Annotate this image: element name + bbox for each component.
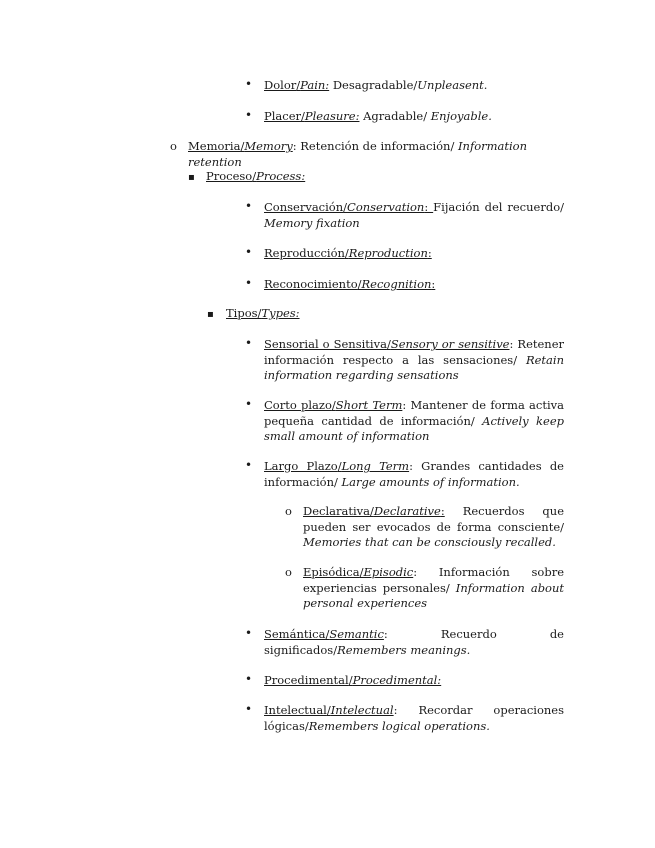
bullet-circle — [170, 139, 177, 153]
bullet-disc — [245, 672, 252, 686]
list-item-memoria: Memoria/Memory: Retención de información/ Information retention — [188, 139, 528, 169]
desc-en: Memory fixation — [264, 215, 360, 230]
term-en: Declarative — [373, 504, 441, 518]
term-en: Pleasure: — [304, 109, 360, 123]
list-item-largo-plazo: Largo Plazo/Long Term: Grandes cantidades de información/ Large amounts of information. — [264, 459, 564, 489]
list-item-semantica: Semántica/Semantic: Recuerdo de significados/Remembers meanings. — [264, 627, 564, 657]
list-item-intelectual: Intelectual/Intelectual: Recordar operaciones lógicas/Remembers logical operations. — [264, 703, 565, 733]
bullet-circle — [285, 565, 292, 579]
bullet-disc — [245, 108, 252, 122]
term-en: Memory — [244, 139, 293, 153]
desc-es: Recuerdos que pueden ser evocados de forma consciente — [303, 504, 565, 534]
desc-es: Retener información respecto a las sensaciones — [264, 337, 565, 367]
bullet-disc — [245, 77, 252, 91]
list-item-reproduccion: Reproducción/Reproduction: — [264, 246, 432, 260]
desc-en: Actively keep small amount of information — [264, 413, 565, 443]
desc-es: Fijación del recuerdo — [433, 200, 561, 214]
list-item-placer: Placer/Pleasure: Agradable/ Enjoyable. — [264, 109, 492, 123]
bullet-disc — [245, 245, 252, 259]
term-en: Intelectual — [330, 703, 394, 717]
desc-en: Unpleasent. — [417, 78, 488, 92]
term-es: Conservación — [264, 200, 344, 214]
desc-es: Recordar operaciones lógicas — [264, 703, 565, 733]
desc-es: Información sobre experiencias personales — [303, 565, 564, 595]
term-es: Procedimental — [264, 673, 349, 687]
list-item-corto-plazo: Corto plazo/Short Term: Mantener de forma activa pequeña cantidad de información/ Actively keep small amount of information — [264, 398, 565, 443]
term-es: Reproducción — [264, 246, 345, 260]
desc-en: Retain information regarding sensations — [264, 352, 564, 382]
list-item-dolor: Dolor/Pain: Desagradable/Unpleasent. — [264, 78, 488, 92]
bullet-disc — [245, 626, 252, 640]
term-es: Episódica — [303, 565, 360, 579]
term-es: Reconocimiento — [264, 277, 358, 291]
term-es: Dolor — [264, 78, 297, 92]
bullet-disc — [245, 458, 252, 472]
term-en: Semantic — [329, 627, 384, 641]
term-en: Pain: — [300, 78, 330, 92]
term-en: Conservation — [347, 200, 425, 214]
term-en: Episodic — [363, 565, 414, 579]
bullet-disc — [245, 336, 252, 350]
desc-en: Information retention — [188, 139, 528, 169]
term-en: Types: — [261, 306, 300, 320]
term-en: Long Term — [341, 459, 410, 473]
desc-es: Desagradable — [332, 78, 414, 92]
bullet-disc — [245, 199, 252, 213]
desc-es: Retención de información — [300, 139, 451, 153]
term-es: Intelectual — [264, 703, 327, 717]
term-es: Placer — [264, 109, 302, 123]
term-es: Proceso — [206, 169, 253, 183]
list-item-conservacion: Conservación/Conservation: Fijación del recuerdo/ Memory fixation — [264, 200, 564, 230]
bullet-square — [188, 169, 195, 183]
term-es: Largo Plazo — [264, 459, 338, 473]
term-es: Declarativa — [303, 504, 371, 518]
list-item-proceso: Proceso/Process: — [206, 169, 306, 183]
list-item-tipos: Tipos/Types: — [226, 306, 300, 320]
bullet-circle — [285, 504, 292, 518]
desc-en: Enjoyable. — [430, 109, 492, 123]
desc-en: Memories that can be consciously recalled. — [303, 535, 556, 549]
list-item-episodica: Episódica/Episodic: Información sobre experiencias personales/ Information about personal experiences — [303, 565, 565, 610]
bullet-square — [207, 306, 214, 320]
bullet-disc — [245, 702, 252, 716]
desc-es: Mantener de forma activa pequeña cantidad de información — [264, 398, 565, 428]
term-en: Recognition — [361, 277, 432, 291]
desc-es: Agradable — [363, 109, 424, 123]
desc-es: Recuerdo de significados — [264, 627, 564, 657]
desc-en: Remembers logical operations. — [308, 718, 490, 733]
list-item-declarativa: Declarativa/Declarative: Recuerdos que pueden ser evocados de forma consciente/ Memories that can be consciously recalled. — [303, 504, 565, 549]
bullet-disc — [245, 397, 252, 411]
term-en: Sensory or sensitive — [390, 337, 510, 351]
term-es: Semántica — [264, 627, 326, 641]
bullet-disc — [245, 276, 252, 290]
list-item-reconocimiento: Reconocimiento/Recognition: — [264, 277, 436, 291]
list-item-sensorial: Sensorial o Sensitiva/Sensory or sensitive: Retener información respecto a las sensaciones/ Retain information regarding sensations — [264, 337, 565, 382]
term-en: Reproduction — [348, 246, 428, 260]
term-en: Short Term — [335, 398, 403, 412]
desc-en: Remembers meanings. — [337, 642, 471, 657]
term-es: Memoria — [188, 139, 241, 153]
desc-en: Information about personal experiences — [303, 580, 565, 610]
term-en: Process: — [256, 169, 306, 183]
desc-en: Large amounts of information. — [341, 474, 520, 489]
desc-es: Grandes cantidades de información — [264, 459, 564, 489]
term-es: Sensorial o Sensitiva — [264, 337, 387, 351]
list-item-procedimental: Procedimental/Procedimental: — [264, 673, 442, 687]
term-es: Tipos — [226, 306, 258, 320]
term-es: Corto plazo — [264, 398, 332, 412]
term-en: Procedimental: — [352, 673, 442, 687]
